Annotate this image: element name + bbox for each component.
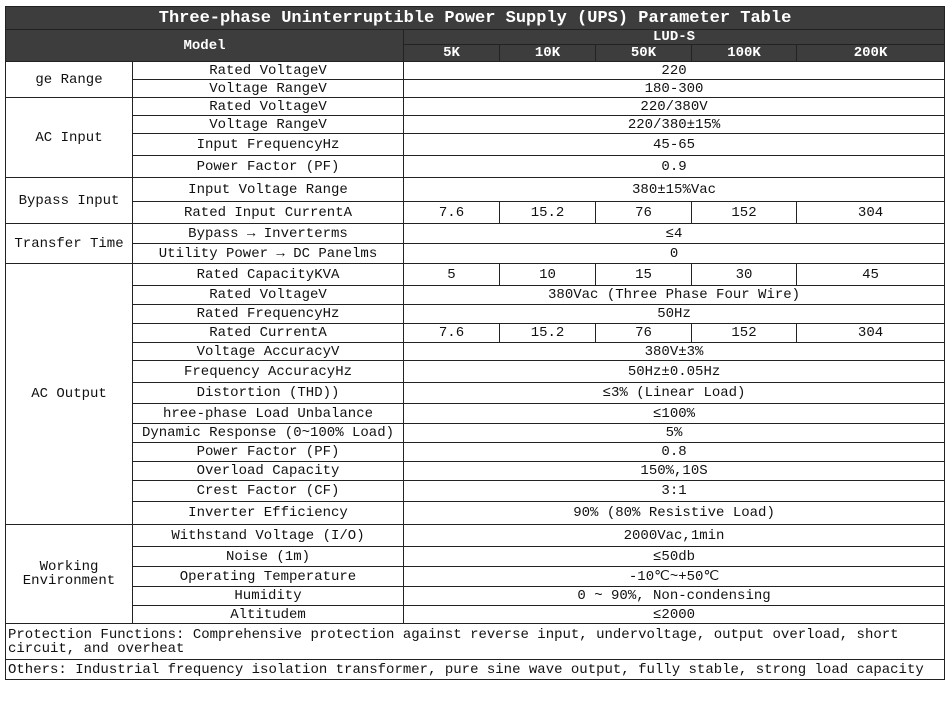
param-name: Voltage RangeV [133,80,404,98]
table-row [6,224,945,244]
table-row [6,481,945,502]
param-value: 150%,10S [404,462,945,481]
param-name: Voltage AccuracyV [133,343,404,361]
param-name: Overload Capacity [133,462,404,481]
param-value: -10℃~+50℃ [404,567,945,587]
param-value: ≤50db [404,547,945,567]
series-header: LUD-S [404,30,945,45]
param-value: 180-300 [404,80,945,98]
group-voltage-range: ge Range [6,62,133,98]
table-title: Three-phase Uninterruptible Power Supply (UPS) Parameter Table [6,7,945,30]
param-name: Operating Temperature [133,567,404,587]
table-row [6,324,945,343]
param-name: Input FrequencyHz [133,134,404,156]
title-row [6,7,945,30]
model-10k: 10K [500,45,596,62]
table-row [6,462,945,481]
param-value-200k: 304 [797,324,945,343]
param-name: Noise (1m) [133,547,404,567]
param-value: 0 [404,244,945,264]
param-value-100k: 152 [692,202,797,224]
param-value: ≤4 [404,224,945,244]
param-value-50k: 76 [596,324,692,343]
param-name: Dynamic Response (0~100% Load) [133,424,404,443]
param-value: 45-65 [404,134,945,156]
table-row [6,567,945,587]
param-value: ≤3% (Linear Load) [404,383,945,404]
param-name: hree-phase Load Unbalance [133,404,404,424]
param-value-5k: 5 [404,264,500,286]
param-name: Rated VoltageV [133,98,404,116]
table-row [6,525,945,547]
table-row [6,383,945,404]
param-value-50k: 15 [596,264,692,286]
table-row [6,443,945,462]
table-row [6,286,945,305]
param-value: 220/380±15% [404,116,945,134]
param-value-200k: 304 [797,202,945,224]
group-transfer-time: Transfer Time [6,224,133,264]
param-value-100k: 152 [692,324,797,343]
table-row [6,606,945,624]
table-row [6,547,945,567]
param-name: Frequency AccuracyHz [133,361,404,383]
group-bypass-input: Bypass Input [6,178,133,224]
param-value-5k: 7.6 [404,202,500,224]
group-ac-input: AC Input [6,98,133,178]
param-name: Voltage RangeV [133,116,404,134]
param-value: 2000Vac,1min [404,525,945,547]
others-note: Others: Industrial frequency isolation transformer, pure sine wave output, fully stable, strong load capacity [6,660,945,680]
table-row [6,98,945,116]
param-value: 3:1 [404,481,945,502]
param-name: Distortion (THD)) [133,383,404,404]
table-row [6,80,945,98]
model-50k: 50K [596,45,692,62]
table-row [6,244,945,264]
param-name: Input Voltage Range [133,178,404,202]
param-value: ≤2000 [404,606,945,624]
param-value: 380V±3% [404,343,945,361]
group-ac-output: AC Output [6,264,133,525]
table-row [6,202,945,224]
table-row [6,305,945,324]
param-value: 50Hz [404,305,945,324]
model-header: Model [6,30,404,62]
table-row [6,264,945,286]
protection-functions-note: Protection Functions: Comprehensive protection against reverse input, undervoltage, output overload, short circuit, and overheat [6,624,945,660]
param-value-200k: 45 [797,264,945,286]
table-row [6,424,945,443]
table-row [6,587,945,606]
param-name: Rated Input CurrentA [133,202,404,224]
param-value: 380±15%Vac [404,178,945,202]
table-row [6,156,945,178]
table-row [6,116,945,134]
param-value-10k: 15.2 [500,202,596,224]
param-name: Rated FrequencyHz [133,305,404,324]
param-name: Power Factor (PF) [133,156,404,178]
param-name: Power Factor (PF) [133,443,404,462]
table-row [6,502,945,525]
param-value-50k: 76 [596,202,692,224]
table-row [6,361,945,383]
param-name: Inverter Efficiency [133,502,404,525]
table-row [6,178,945,202]
param-value: 0.8 [404,443,945,462]
param-name: Bypass → Inverterms [133,224,404,244]
param-value: 220 [404,62,945,80]
param-value-10k: 10 [500,264,596,286]
param-value: 0.9 [404,156,945,178]
param-value: 5% [404,424,945,443]
ups-parameter-table [5,6,945,680]
group-working-environment-label: Working Environment [22,559,116,589]
param-value: 0 ~ 90%, Non-condensing [404,587,945,606]
table-row [6,134,945,156]
model-100k: 100K [692,45,797,62]
param-name: Rated CurrentA [133,324,404,343]
param-name: Crest Factor (CF) [133,481,404,502]
model-5k: 5K [404,45,500,62]
param-value: ≤100% [404,404,945,424]
table-row [6,660,945,680]
group-working-environment [6,525,133,624]
param-name: Utility Power → DC Panelms [133,244,404,264]
param-value-5k: 7.6 [404,324,500,343]
param-name: Rated VoltageV [133,286,404,305]
table-row [6,343,945,361]
param-name: Rated VoltageV [133,62,404,80]
table-row [6,62,945,80]
model-200k: 200K [797,45,945,62]
param-name: Withstand Voltage (I/O) [133,525,404,547]
param-value-100k: 30 [692,264,797,286]
param-value: 220/380V [404,98,945,116]
param-name: Humidity [133,587,404,606]
param-value: 90% (80% Resistive Load) [404,502,945,525]
table-row [6,624,945,660]
table-row [6,404,945,424]
param-value: 380Vac (Three Phase Four Wire) [404,286,945,305]
param-value: 50Hz±0.05Hz [404,361,945,383]
param-name: Rated CapacityKVA [133,264,404,286]
param-value-10k: 15.2 [500,324,596,343]
param-name: Altitudem [133,606,404,624]
header-row [6,30,945,45]
